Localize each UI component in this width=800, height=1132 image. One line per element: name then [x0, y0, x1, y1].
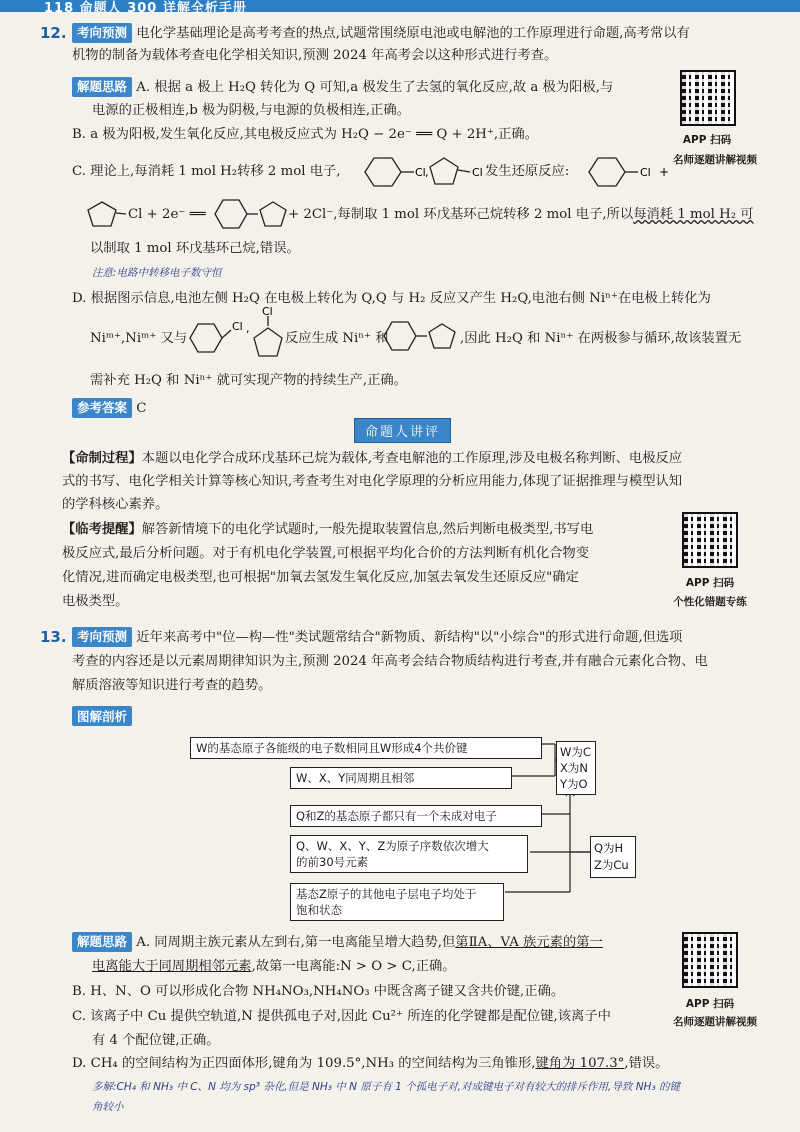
tag-forecast: 考向预测 — [72, 23, 132, 43]
svg-text:,: , — [246, 322, 250, 335]
q12-handwritten-note: 注意:电路中转移电子数守恒 — [92, 267, 222, 279]
remind-line3: 化情况,进而确定电极类型,也可根据"加氧去氢发生氧化反应,加氢去氧发生还原反应"确定 — [62, 570, 579, 585]
q13-option-c-line2: 有 4 个配位键,正确。 — [92, 1033, 220, 1048]
qr-3-caption-1: APP 扫码 — [685, 998, 735, 1010]
qr-code-3[interactable] — [682, 932, 738, 988]
cyclopentane-ring-4 — [254, 328, 282, 356]
q13-option-c: C. 该离子中 Cu 提供空轨道,N 提供孤电子对,因此 Cu²⁺ 所连的化学键都是配位键,该离子中 — [72, 1009, 611, 1024]
q13-forecast: 考向预测 近年来高考中"位—构—性"类试题常结合"新物质、新结构"以"小综合"的形式进行命题,但选项 — [72, 627, 682, 647]
remind-line2: 极反应式,最后分析问题。对于有机电化学装置,可根据平均化合价的方法判断有机化合物变 — [62, 546, 590, 561]
qr-code-1[interactable] — [680, 70, 736, 126]
svg-text:+: + — [659, 165, 670, 179]
q13-option-b: B. H、N、O 可以形成化合物 NH₄NO₃,NH₄NO₃ 中既含离子键又含共价键,正确。 — [72, 984, 565, 999]
diagram-result-2: Q为H Z为Cu — [590, 836, 636, 878]
svg-text:Cl: Cl — [472, 166, 483, 179]
cyclohexane-ring-1 — [365, 158, 401, 186]
q13-option-a: 解题思路 A. 同周期主族元素从左到右,第一电离能呈增大趋势,但第ⅡA、VA 族元素的第一 — [72, 932, 603, 952]
q13-option-d: D. CH₄ 的空间结构为正四面体形,键角为 109.5°,NH₃ 的空间结构为三角锥形,键角为 107.3°,错误。 — [72, 1056, 669, 1071]
q12-option-c-line2b: + 2Cl⁻,每制取 1 mol 环戊基环己烷转移 2 mol 电子,所以每消耗 1 mol H₂ 可 — [288, 207, 754, 222]
q13-handwritten-note-2: 角较小 — [92, 1101, 124, 1113]
process-line2: 式的书写、电化学相关计算等核心知识,考查考生对电化学原理的分析应用能力,体现了证据推理与模型认知 — [62, 474, 683, 489]
question-12-number: 12. — [40, 24, 67, 42]
svg-text:Cl: Cl — [415, 166, 426, 179]
section-banner: 命题人讲评 — [354, 418, 451, 443]
q12-option-d-line2a: Niᵐ⁺,Niᵐ⁺ 又与 — [90, 331, 188, 346]
diagram-box-5: 基态Z原子的其他电子层电子均处于 饱和状态 — [290, 883, 504, 921]
cyclohexane-ring-5 — [384, 322, 416, 350]
q12-forecast-line2: 机物的制备为载体考查电化学相关知识,预测 2024 年高考会以这种形式进行考查。 — [72, 48, 558, 63]
svg-text:,: , — [425, 166, 429, 179]
svg-text:Cl: Cl — [640, 166, 651, 179]
qr-code-2[interactable] — [682, 512, 738, 568]
cyclopentane-ring-5 — [429, 324, 455, 348]
cyclohexane-ring-4 — [190, 324, 222, 352]
cyclopentane-ring-1 — [430, 158, 458, 184]
tag-forecast: 考向预测 — [72, 627, 132, 647]
q13-forecast-line3: 解质溶液等知识进行考查的趋势。 — [72, 678, 272, 693]
cyclohexane-ring-3 — [215, 200, 247, 228]
tag-idea: 解题思路 — [72, 932, 132, 952]
q13-forecast-line2: 考查的内容还是以元素周期律知识为主,预测 2024 年高考会结合物质结构进行考查,并有融合元素化合物、电 — [72, 654, 708, 669]
qr-1-caption-1: APP 扫码 — [682, 134, 732, 146]
q12-option-d-line2b: 反应生成 Niⁿ⁺ 和 — [285, 331, 389, 346]
q12-option-c-line3: 以制取 1 mol 环戊基环己烷,错误。 — [90, 241, 300, 256]
qr-1-caption-2: 名师逐题讲解视频 — [673, 154, 757, 166]
tag-answer: 参考答案 — [72, 398, 132, 418]
q12-option-d-line3: 需补充 H₂Q 和 Niⁿ⁺ 就可实现产物的持续生产,正确。 — [90, 373, 407, 388]
q13-option-a-line2: 电离能大于同周期相邻元素,故第一电离能:N > O > C,正确。 — [92, 959, 456, 974]
tag-diagram: 图解剖析 — [72, 706, 132, 726]
q13-diagram-tag-wrap — [72, 706, 132, 726]
q12-option-b: B. a 极为阳极,发生氧化反应,其电极反应式为 H₂Q − 2e⁻ ══ Q + 2H⁺,正确。 — [72, 127, 539, 142]
svg-text:Cl: Cl — [262, 306, 273, 318]
diagram-box-2: W、X、Y同周期且相邻 — [290, 767, 512, 789]
q12-option-d-line2c: ,因此 H₂Q 和 Niⁿ⁺ 在两极参与循环,故该装置无 — [460, 331, 742, 346]
q12-option-c-reduction: 发生还原反应: — [485, 164, 570, 179]
tag-idea: 解题思路 — [72, 77, 132, 97]
q12-option-c-line1: C. 理论上,每消耗 1 mol H₂转移 2 mol 电子, — [72, 164, 341, 179]
q12-option-a: 解题思路 A. 根据 a 极上 H₂Q 转化为 Q 可知,a 极发生了去氢的氧化反应,故 a 极为阳极,与 — [72, 77, 613, 97]
diagram-result-1: W为C X为N Y为O — [556, 741, 596, 795]
q12-option-c-line2a: Cl + 2e⁻ ══ — [128, 207, 206, 222]
q12-structures-d-product — [380, 318, 462, 358]
q12-answer: 参考答案 C — [72, 398, 146, 418]
svg-text:Cl: Cl — [232, 320, 243, 333]
qr-2-caption-2: 个性化错题专练 — [673, 596, 747, 608]
cyclohexane-ring-2 — [589, 158, 625, 186]
qr-3-caption-2: 名师逐题讲解视频 — [673, 1016, 757, 1028]
diagram-box-1: W的基态原子各能级的电子数相同且W形成4个共价键 — [190, 737, 542, 759]
diagram-box-3: Q和Z的基态原子都只有一个未成对电子 — [290, 805, 542, 827]
diagram-box-4: Q、W、X、Y、Z为原子序数依次增大 的前30号元素 — [290, 835, 528, 873]
q13-handwritten-note-1: 多解:CH₄ 和 NH₃ 中 C、N 均为 sp³ 杂化,但是 NH₃ 中 N 原子有 1 个孤电子对,对成键电子对有较大的排斥作用,导致 NH₃ 的键 — [92, 1081, 680, 1093]
cyclopentane-ring-3 — [260, 202, 286, 226]
process-line3: 的学科核心素养。 — [62, 497, 169, 512]
q12-forecast: 考向预测 电化学基础理论是高考考查的热点,试题常围绕原电池或电解池的工作原理进行命题,高考常以有 — [72, 23, 690, 43]
cyclopentane-ring-2 — [88, 202, 116, 226]
qr-2-caption-1: APP 扫码 — [685, 577, 735, 589]
remind-line4: 电极类型。 — [62, 594, 129, 609]
page-header-title: 118 命题人 300 详解全析手册 — [44, 1, 247, 16]
q12-option-d-line1: D. 根据图示信息,电池左侧 H₂Q 在电极上转化为 Q,Q 与 H₂ 反应又产生 H₂Q,电池右侧 Niⁿ⁺在电极上转化为 — [72, 291, 711, 306]
question-13-number: 13. — [40, 628, 67, 646]
remind-line1: 【临考提醒】解答新情境下的电化学试题时,一般先提取装置信息,然后判断电极类型,书写电 — [62, 522, 594, 537]
q12-option-a-line2: 电源的正极相连,b 极为阴极,与电源的负极相连,正确。 — [92, 103, 410, 118]
process-line1: 【命制过程】本题以电化学合成环戊基环己烷为载体,考查电解池的工作原理,涉及电极名称判断、电极反应 — [62, 451, 683, 466]
